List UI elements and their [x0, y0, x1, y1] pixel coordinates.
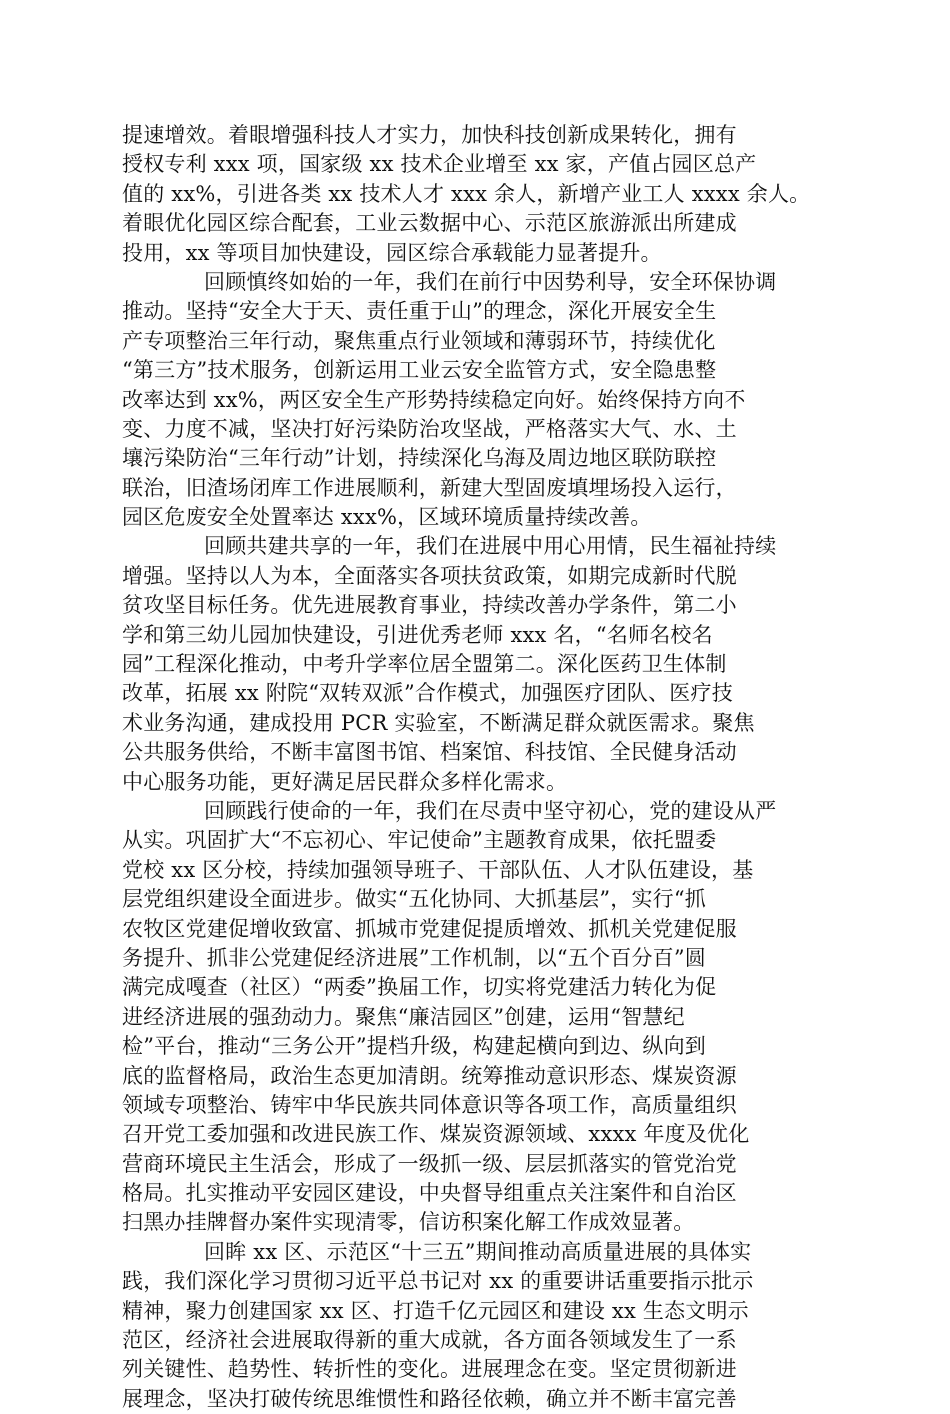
text-line: 园”工程深化推动，中考升学率位居全盟第二。深化医药卫生体制 — [122, 652, 727, 677]
text-line: 中心服务功能，更好满足居民群众多样化需求。 — [122, 769, 568, 794]
text-line: 着眼优化园区综合配套，工业云数据中心、示范区旅游派出所建成 — [122, 211, 737, 236]
text-line: 农牧区党建促增收致富、抓城市党建促提质增效、抓机关党建促服 — [122, 916, 737, 941]
text-line: 壤污染防治“三年行动”计划，持续深化乌海及周边地区联防联控 — [122, 446, 717, 471]
paragraph-first-line: 回顾慎终如始的一年，我们在前行中因势利导，安全环保协调 — [204, 269, 777, 294]
text-line: 精神，聚力创建国家 xx 区、打造千亿元园区和建设 xx 生态文明示 — [122, 1298, 749, 1323]
text-line: 联治，旧渣场闭库工作进展顺利，新建大型固废填埋场投入运行， — [122, 475, 737, 500]
text-line: 列关键性、趋势性、转折性的变化。进展理念在变。坚定贯彻新进 — [122, 1357, 737, 1382]
text-line: 投用，xx 等项目加快建设，园区综合承载能力显著提升。 — [122, 240, 662, 265]
text-line: 践，我们深化学习贯彻习近平总书记对 xx 的重要讲话重要指示批示 — [122, 1269, 754, 1294]
text-line: 贫攻坚目标任务。优先进展教育事业，持续改善办学条件，第二小 — [122, 593, 737, 618]
text-line: 产专项整治三年行动，聚焦重点行业领域和薄弱环节，持续优化 — [122, 328, 716, 353]
text-line: “第三方”技术服务，创新运用工业云安全监管方式，安全隐患整 — [122, 358, 717, 383]
text-line: 召开党工委加强和改进民族工作、煤炭资源领域、xxxx 年度及优化 — [122, 1122, 750, 1147]
text-line: 展理念，坚决打破传统思维惯性和路径依赖，确立并不断丰富完善 — [122, 1386, 737, 1411]
paragraph-first-line: 回顾践行使命的一年，我们在尽责中坚守初心，党的建设从严 — [204, 798, 777, 823]
text-line: 改率达到 xx%，两区安全生产形势持续稳定向好。始终保持方向不 — [122, 387, 746, 412]
text-line: 层党组织建设全面进步。做实“五化协同、大抓基层”，实行“抓 — [122, 887, 707, 912]
text-line: 进经济进展的强劲动力。聚焦“廉洁园区”创建，运用“智慧纪 — [122, 1004, 685, 1029]
text-line: 变、力度不减，坚决打好污染防治攻坚战，严格落实大气、水、土 — [122, 416, 737, 441]
text-line: 党校 xx 区分校，持续加强领导班子、干部队伍、人才队伍建设，基 — [122, 857, 754, 882]
text-line: 检”平台，推动“三务公开”提档升级，构建起横向到边、纵向到 — [122, 1034, 707, 1059]
text-line: 增强。坚持以人为本，全面落实各项扶贫政策，如期完成新时代脱 — [122, 563, 737, 588]
text-line: 公共服务供给，不断丰富图书馆、档案馆、科技馆、全民健身活动 — [122, 740, 737, 765]
text-line: 学和第三幼儿园加快建设，引进优秀老师 xxx 名，“名师名校名 — [122, 622, 713, 647]
text-line: 值的 xx%，引进各类 xx 技术人才 xxx 余人，新增产业工人 xxxx 余人。 — [122, 181, 811, 206]
text-line: 范区，经济社会进展取得新的重大成就，各方面各领域发生了一系 — [122, 1328, 737, 1353]
text-line: 扫黑办挂牌督办案件实现清零，信访积案化解工作成效显著。 — [122, 1210, 695, 1235]
text-line: 格局。扎实推动平安园区建设，中央督导组重点关注案件和自治区 — [122, 1181, 737, 1206]
text-line: 务提升、抓非公党建促经济进展”工作机制，以“五个百分百”圆 — [122, 945, 707, 970]
text-line: 满完成嘎查（社区）“两委”换届工作，切实将党建活力转化为促 — [122, 975, 717, 1000]
text-line: 园区危废安全处置率达 xxx%，区域环境质量持续改善。 — [122, 505, 652, 530]
text-line: 从实。巩固扩大“不忘初心、牢记使命”主题教育成果，依托盟委 — [122, 828, 717, 853]
text-line: 底的监督格局，政治生态更加清朗。统筹推动意识形态、煤炭资源 — [122, 1063, 737, 1088]
document-body — [122, 121, 812, 1414]
text-line: 营商环境民主生活会，形成了一级抓一级、层层抓落实的管党治党 — [122, 1151, 737, 1176]
text-line: 领域专项整治、铸牢中华民族共同体意识等各项工作，高质量组织 — [122, 1092, 737, 1117]
text-line: 术业务沟通，建成投用 PCR 实验室，不断满足群众就医需求。聚焦 — [122, 710, 755, 735]
text-line: 推动。坚持“安全大于天、责任重于山”的理念，深化开展安全生 — [122, 299, 717, 324]
text-line: 改革，拓展 xx 附院“双转双派”合作模式，加强医疗团队、医疗技 — [122, 681, 733, 706]
paragraph-first-line: 回顾共建共享的一年，我们在进展中用心用情，民生福祉持续 — [204, 534, 777, 559]
paragraph-first-line: 回眸 xx 区、示范区“十三五”期间推动高质量进展的具体实 — [204, 1239, 752, 1264]
text-line: 提速增效。着眼增强科技人才实力，加快科技创新成果转化，拥有 — [122, 123, 737, 147]
text-line: 授权专利 xxx 项，国家级 xx 技术企业增至 xx 家，产值占园区总产 — [122, 152, 757, 177]
